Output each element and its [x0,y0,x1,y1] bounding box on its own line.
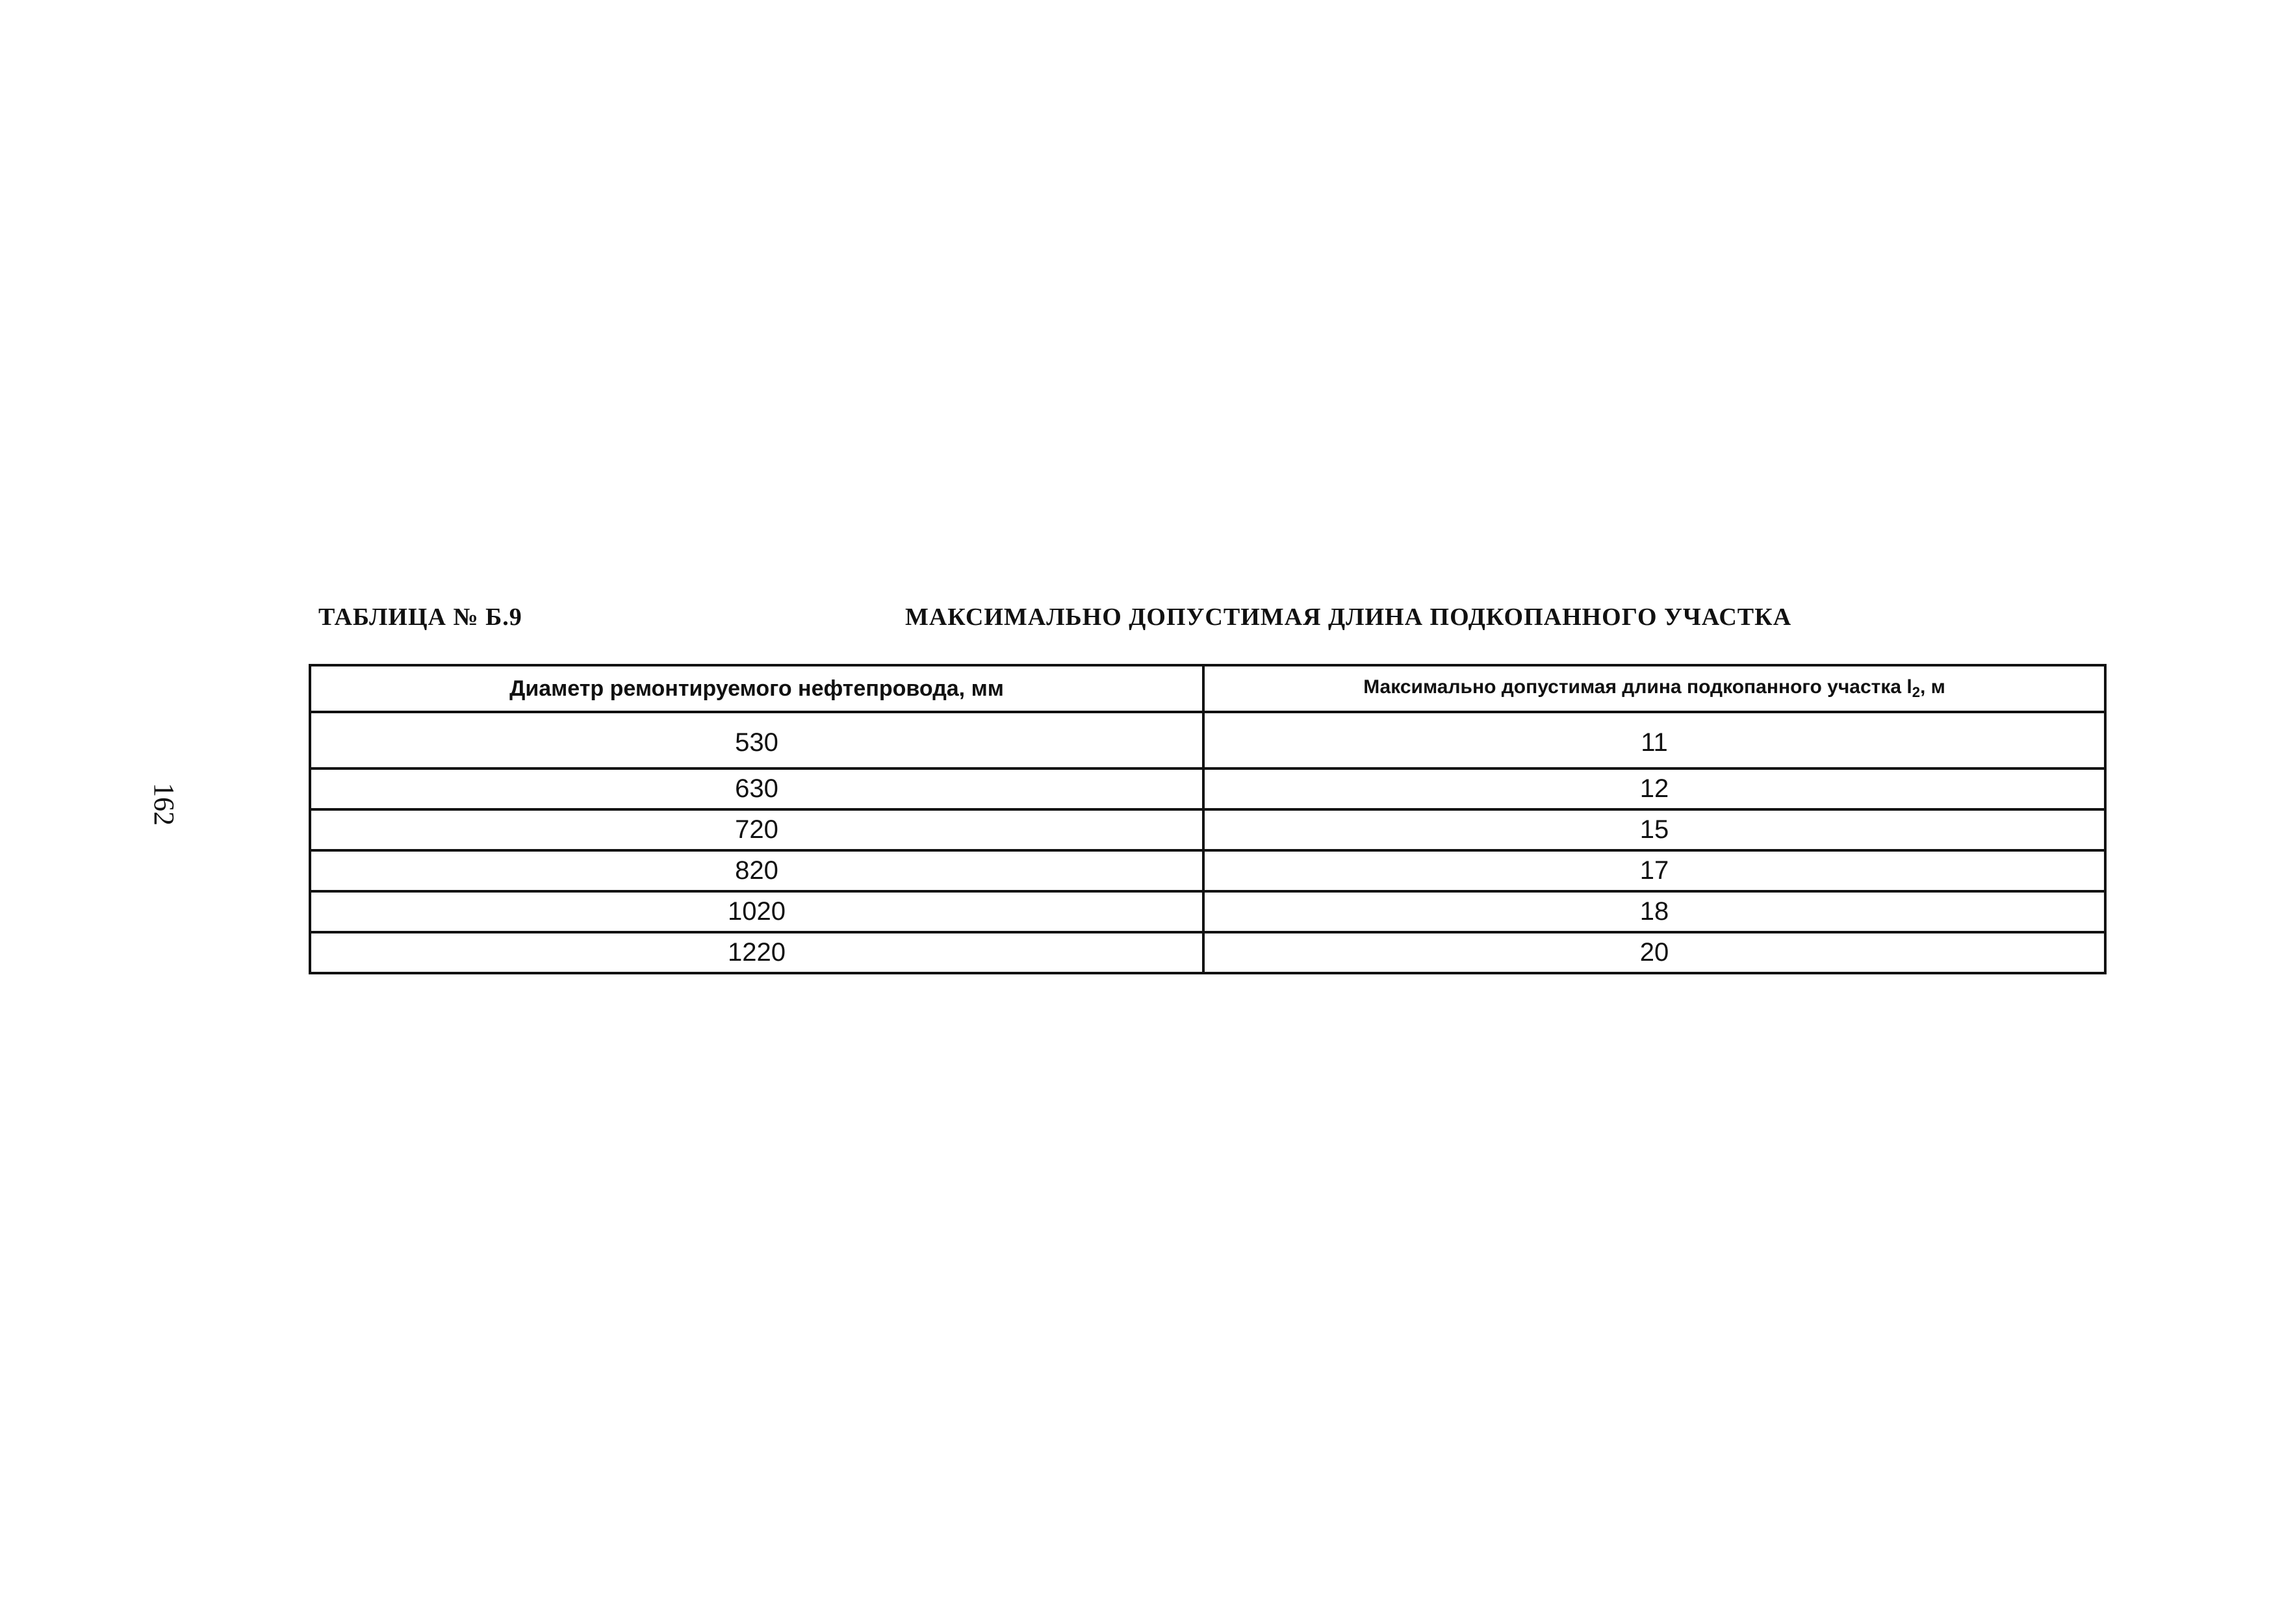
cell-length: 15 [1203,809,2105,850]
cell-diameter: 530 [310,712,1203,768]
table-row [310,809,2105,850]
table-row [310,768,2105,809]
cell-length: 17 [1203,850,2105,891]
table-title: МАКСИМАЛЬНО ДОПУСТИМАЯ ДЛИНА ПОДКОПАННОГО УЧАСТКА [905,603,1792,631]
max-length-table [309,664,2107,974]
header-max-length-text: Максимально допустимая длина подкопанного участка l [1363,676,1912,698]
table-header-row [310,665,2105,712]
cell-length: 11 [1203,712,2105,768]
table-row [310,850,2105,891]
table-label: ТАБЛИЦА № Б.9 [318,603,522,631]
header-diameter: Диаметр ремонтируемого нефтепровода, мм [310,665,1203,712]
cell-length: 20 [1203,932,2105,973]
cell-length: 12 [1203,768,2105,809]
cell-diameter: 1020 [310,891,1203,932]
cell-diameter: 720 [310,809,1203,850]
header-max-length-unit: , м [1919,676,1945,698]
cell-diameter: 1220 [310,932,1203,973]
table-row [310,891,2105,932]
table-row [310,932,2105,973]
cell-length: 18 [1203,891,2105,932]
table-row [310,712,2105,768]
cell-diameter: 630 [310,768,1203,809]
header-max-length-subscript: 2 [1912,684,1920,700]
page-number: 162 [148,783,180,826]
cell-diameter: 820 [310,850,1203,891]
header-max-length [1203,665,2105,712]
